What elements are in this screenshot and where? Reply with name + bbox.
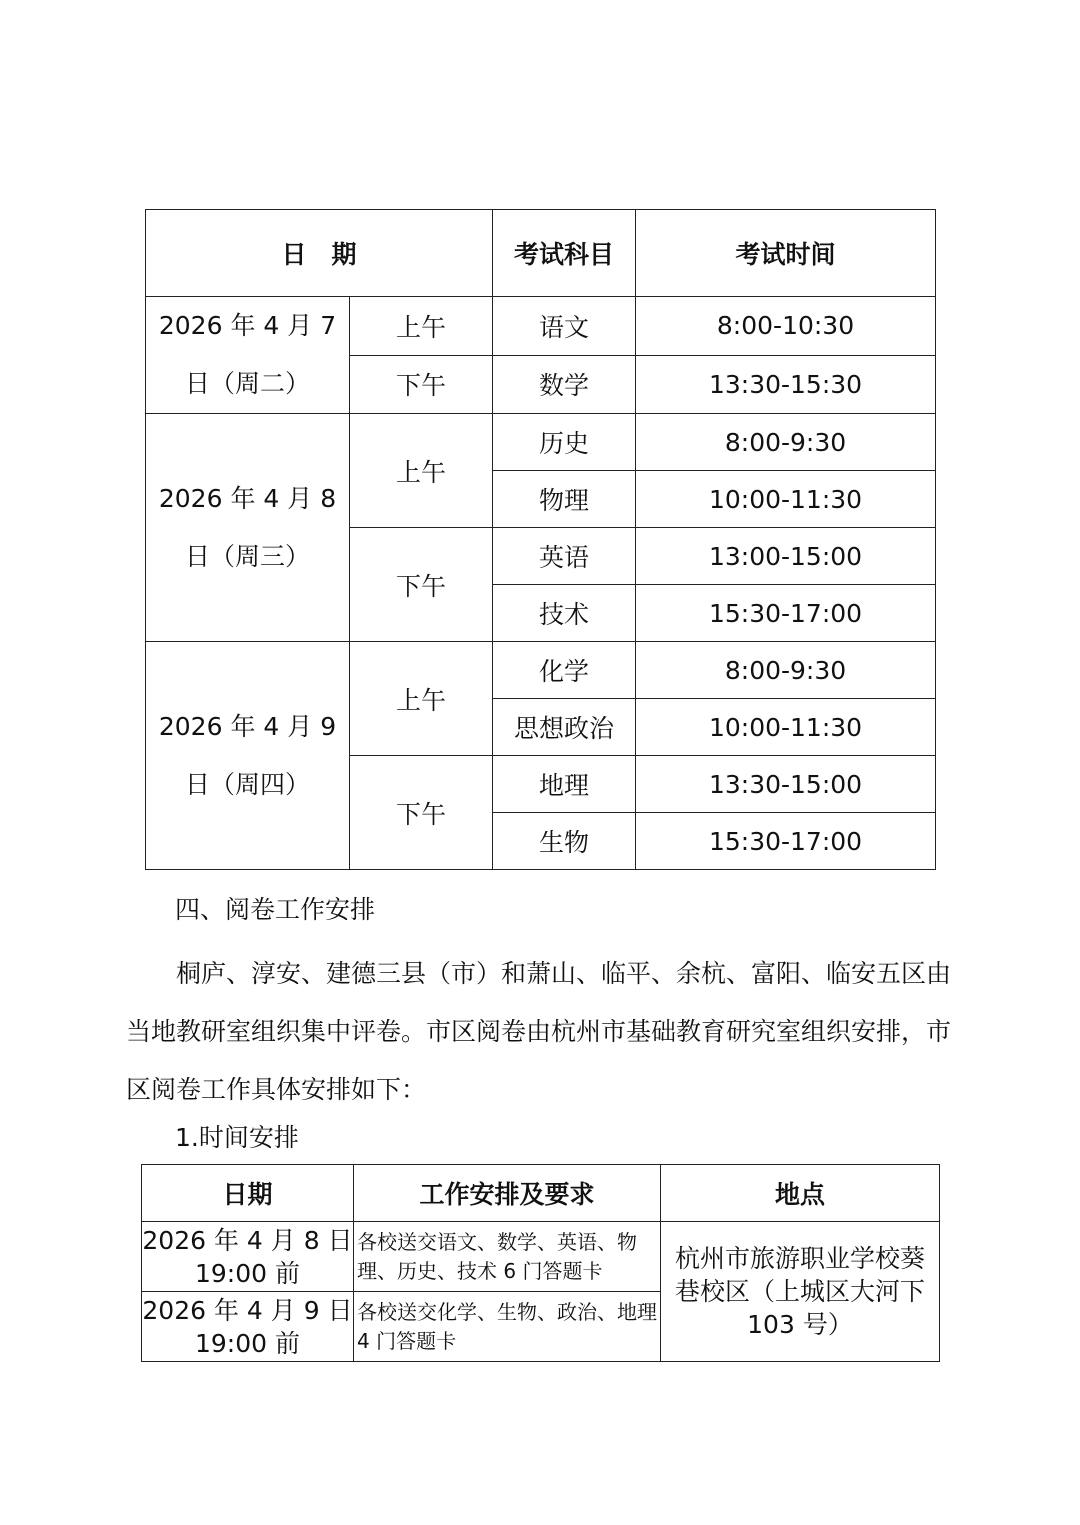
exam-time: 13:30-15:30 <box>636 355 936 414</box>
exam-time: 8:00-9:30 <box>636 414 936 471</box>
exam-subject: 语文 <box>493 297 636 356</box>
exam-subject: 数学 <box>493 355 636 414</box>
exam-subject: 英语 <box>493 528 636 585</box>
exam-date: 2026 年 4 月 8 日（周三） <box>146 414 350 642</box>
header-subject: 考试科目 <box>493 210 636 297</box>
table-row <box>146 642 936 699</box>
section-heading: 四、阅卷工作安排 <box>175 895 376 924</box>
exam-time: 13:00-15:00 <box>636 528 936 585</box>
exam-subject: 物理 <box>493 471 636 528</box>
marking-header-row <box>142 1165 940 1222</box>
exam-period: 下午 <box>350 355 493 414</box>
paragraph-line: 当地教研室组织集中评卷。市区阅卷由杭州市基础教育研究室组织安排，市 <box>126 1017 952 1046</box>
exam-time: 8:00-9:30 <box>636 642 936 699</box>
marking-date: 2026 年 4 月 8 日 19:00 前 <box>142 1222 354 1292</box>
exam-subject: 思想政治 <box>493 699 636 756</box>
marking-place: 杭州市旅游职业学校葵巷校区（上城区大河下 103 号） <box>661 1222 940 1362</box>
exam-period: 下午 <box>350 756 493 870</box>
exam-time: 10:00-11:30 <box>636 471 936 528</box>
exam-subject: 地理 <box>493 756 636 813</box>
exam-schedule-table <box>145 209 936 870</box>
marking-date: 2026 年 4 月 9 日 19:00 前 <box>142 1292 354 1362</box>
subsection-heading: 1.时间安排 <box>175 1123 299 1152</box>
exam-header-row <box>146 210 936 297</box>
exam-time: 10:00-11:30 <box>636 699 936 756</box>
header-date: 日期 <box>142 1165 354 1222</box>
table-row <box>146 297 936 356</box>
exam-period: 下午 <box>350 528 493 642</box>
paragraph-line: 桐庐、淳安、建德三县（市）和萧山、临平、余杭、富阳、临安五区由 <box>176 959 952 988</box>
exam-date: 2026 年 4 月 7 日（周二） <box>146 297 350 414</box>
exam-period: 上午 <box>350 297 493 356</box>
paragraph <box>126 945 966 1119</box>
exam-time: 8:00-10:30 <box>636 297 936 356</box>
exam-time: 15:30-17:00 <box>636 813 936 870</box>
paragraph-line: 区阅卷工作具体安排如下： <box>126 1075 427 1104</box>
exam-period: 上午 <box>350 642 493 756</box>
exam-time: 15:30-17:00 <box>636 585 936 642</box>
table-row <box>142 1222 940 1292</box>
header-task: 工作安排及要求 <box>354 1165 661 1222</box>
exam-subject: 化学 <box>493 642 636 699</box>
header-place: 地点 <box>661 1165 940 1222</box>
exam-period: 上午 <box>350 414 493 528</box>
header-date: 日 期 <box>146 210 493 297</box>
table-row <box>146 414 936 471</box>
marking-task: 各校送交化学、生物、政治、地理 4 门答题卡 <box>354 1292 661 1362</box>
exam-subject: 生物 <box>493 813 636 870</box>
exam-time: 13:30-15:00 <box>636 756 936 813</box>
header-time: 考试时间 <box>636 210 936 297</box>
exam-subject: 历史 <box>493 414 636 471</box>
marking-task: 各校送交语文、数学、英语、物理、历史、技术 6 门答题卡 <box>354 1222 661 1292</box>
exam-subject: 技术 <box>493 585 636 642</box>
exam-date: 2026 年 4 月 9 日（周四） <box>146 642 350 870</box>
marking-schedule-table <box>141 1164 940 1362</box>
